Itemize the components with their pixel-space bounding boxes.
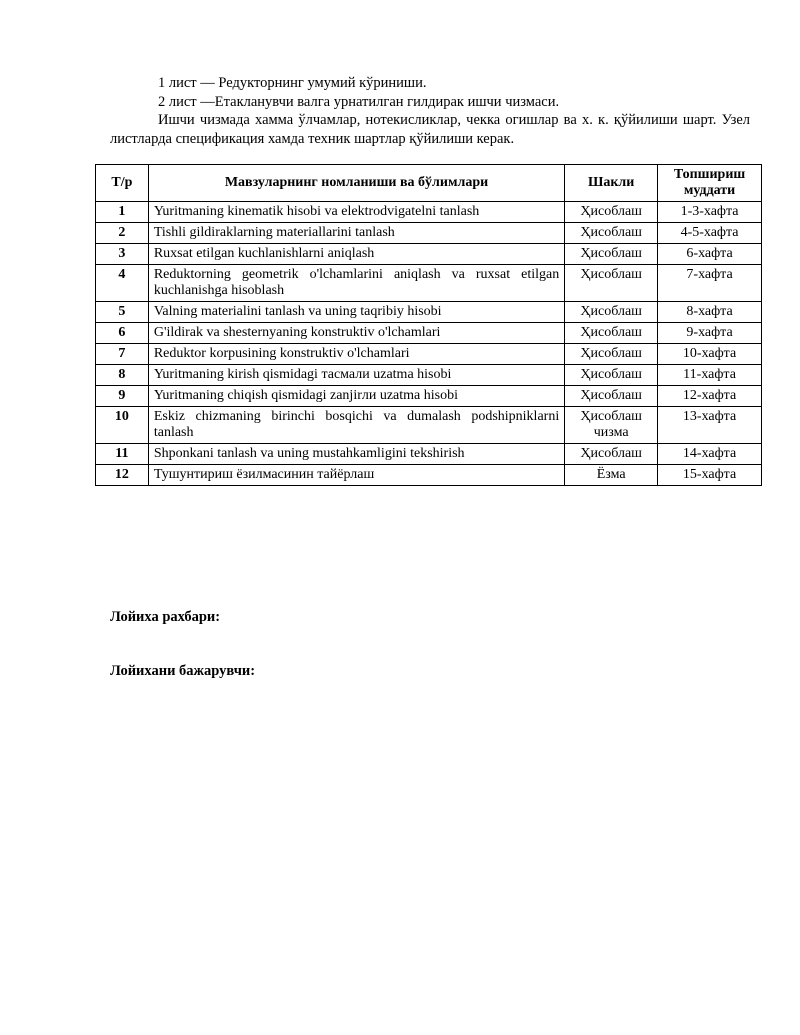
header-num: Т/р: [96, 165, 149, 202]
row-deadline: 1-3-хафта: [658, 202, 762, 223]
row-number: 11: [96, 444, 149, 465]
header-deadline: Топшириш муддати: [658, 165, 762, 202]
row-topic-name: Yuritmaning kinematik hisobi va elektrodvigatelni tanlash: [148, 202, 564, 223]
row-form: Ҳисоблаш: [565, 223, 658, 244]
table-row: [96, 444, 762, 465]
table-row: [96, 202, 762, 223]
row-deadline: 9-хафта: [658, 323, 762, 344]
row-number: 7: [96, 344, 149, 365]
row-number: 5: [96, 302, 149, 323]
row-topic-name: Reduktorning geometrik o'lchamlarini aniqlash va ruxsat etilgan kuchlanishga hisoblash: [148, 265, 564, 302]
row-form: Ҳисоблаш: [565, 386, 658, 407]
row-number: 4: [96, 265, 149, 302]
row-number: 1: [96, 202, 149, 223]
intro-line-1: 1 лист — Редукторнинг умумий кўриниши.: [158, 75, 427, 91]
row-deadline: 10-хафта: [658, 344, 762, 365]
row-deadline: 7-хафта: [658, 265, 762, 302]
row-deadline: 15-хафта: [658, 465, 762, 486]
table-row: [96, 265, 762, 302]
table-row: [96, 223, 762, 244]
row-form: Ҳисоблаш: [565, 265, 658, 302]
supervisor-label: Лойиха рахбари:: [110, 609, 221, 625]
row-number: 2: [96, 223, 149, 244]
row-form: Ҳисоблаш: [565, 323, 658, 344]
row-topic-name: Reduktor korpusining konstruktiv o'lchamlari: [148, 344, 564, 365]
row-number: 3: [96, 244, 149, 265]
row-form: Ҳисоблаш: [565, 444, 658, 465]
row-form: Ҳисоблаш: [565, 202, 658, 223]
table-row: [96, 244, 762, 265]
row-topic-name: Yuritmaning chiqish qismidagi zanjirли uzatma hisobi: [148, 386, 564, 407]
row-topic-name: Ruxsat etilgan kuchlanishlarni aniqlash: [148, 244, 564, 265]
row-topic-name: Eskiz chizmaning birinchi bosqichi va dumalash podshipniklarni tanlash: [148, 407, 564, 444]
row-number: 10: [96, 407, 149, 444]
table-row: [96, 465, 762, 486]
row-topic-name: Yuritmaning kirish qismidagi тасмали uzatma hisobi: [148, 365, 564, 386]
table-row: [96, 323, 762, 344]
table-header-row: [96, 165, 762, 202]
table-row: [96, 344, 762, 365]
row-form: Ҳисоблаш: [565, 244, 658, 265]
row-form: Ҳисоблаш чизма: [565, 407, 658, 444]
executor-label: Лойихани бажарувчи:: [110, 663, 256, 679]
table-row: [96, 302, 762, 323]
row-deadline: 4-5-хафта: [658, 223, 762, 244]
row-topic-name: G'ildirak va shesternyaning konstruktiv o'lchamlari: [148, 323, 564, 344]
intro-line-3: Ишчи чизмада хамма ўлчамлар, нотекисликлар, чекка огишлар ва х. к. қўйилиши шарт. Узел листларда спецификация хамда техник шартлар қўйилиши керак.: [110, 112, 750, 147]
row-deadline: 12-хафта: [658, 386, 762, 407]
intro-text: [110, 74, 750, 148]
header-form: Шакли: [565, 165, 658, 202]
row-number: 8: [96, 365, 149, 386]
row-number: 12: [96, 465, 149, 486]
row-form: Ҳисоблаш: [565, 365, 658, 386]
row-deadline: 6-хафта: [658, 244, 762, 265]
intro-line-2: 2 лист —Етакланувчи валга урнатилган гилдирак ишчи чизмаси.: [158, 93, 560, 110]
row-number: 9: [96, 386, 149, 407]
row-topic-name: Shponkani tanlash va uning mustahkamligini tekshirish: [148, 444, 564, 465]
row-deadline: 14-хафта: [658, 444, 762, 465]
row-deadline: 8-хафта: [658, 302, 762, 323]
header-name: Мавзуларнинг номланиши ва бўлимлари: [148, 165, 564, 202]
row-topic-name: Valning materialini tanlash va uning taqribiy hisobi: [148, 302, 564, 323]
table-row: [96, 386, 762, 407]
row-deadline: 13-хафта: [658, 407, 762, 444]
row-topic-name: Тушунтириш ёзилмасинин тайёрлаш: [148, 465, 564, 486]
row-deadline: 11-хафта: [658, 365, 762, 386]
row-number: 6: [96, 323, 149, 344]
row-form: Ёзма: [565, 465, 658, 486]
row-topic-name: Tishli gildiraklarning materiallarini tanlash: [148, 223, 564, 244]
table-row: [96, 365, 762, 386]
row-form: Ҳисоблаш: [565, 344, 658, 365]
row-form: Ҳисоблаш: [565, 302, 658, 323]
table-row: [96, 407, 762, 444]
topics-table: [95, 164, 762, 486]
table-body: [96, 202, 762, 486]
